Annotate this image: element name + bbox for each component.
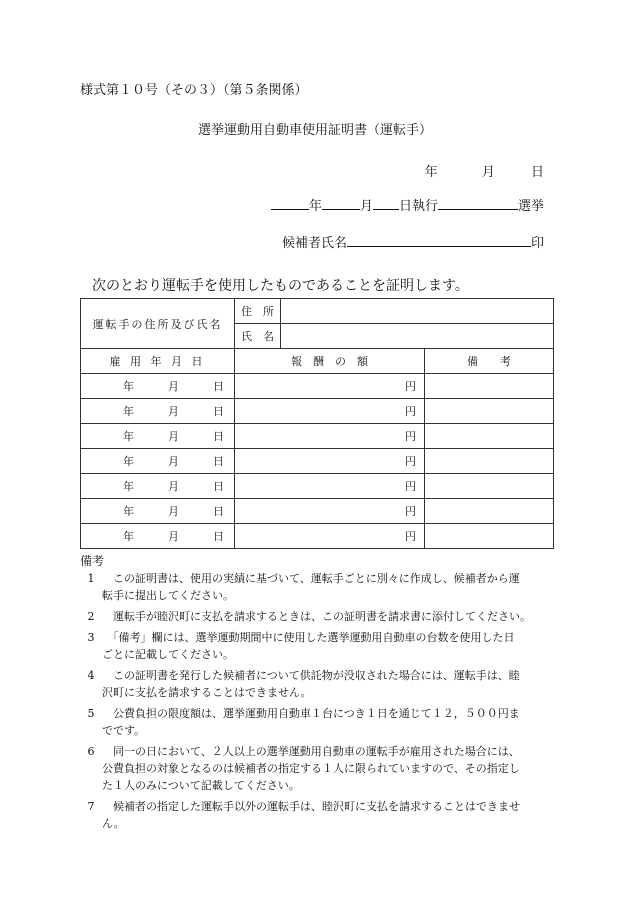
driver-label: 運転手の住所及び氏名 <box>81 299 235 349</box>
note-text: 候補者の指定した運転手以外の運転手は、睦沢町に支払を請求することはできませ ん。 <box>102 800 520 830</box>
note-text: 運転手が睦沢町に支払を請求するときは、この証明書を請求書に添付してください。 <box>102 610 531 623</box>
note-text: 同一の日において、２人以上の選挙運動用自動車の運転手が雇用された場合には、 公費負担の対象となるのは候補者の指定する１人に限られていますので、その指定し た１人のみについて記載してください。 <box>102 745 520 792</box>
table-row <box>81 399 554 424</box>
table-row <box>81 374 554 399</box>
note-number: 1 <box>87 572 95 585</box>
notes-title: 備考 <box>80 554 105 568</box>
employment-date-cell[interactable] <box>81 374 235 399</box>
table-row <box>81 499 554 524</box>
remuneration-cell[interactable] <box>235 449 425 474</box>
employment-date-header: 雇 用 年 月 日 <box>81 349 235 374</box>
note-item <box>80 705 550 739</box>
table-header-row <box>81 349 554 374</box>
yen-label: 円 <box>405 455 416 468</box>
candidate-line <box>282 232 544 251</box>
remarks-cell[interactable] <box>425 399 554 424</box>
usage-rows <box>81 374 554 549</box>
form-number: 様式第１０号（その３）（第５条関係） <box>80 83 308 98</box>
row-day-label: 日 <box>213 480 224 493</box>
row-month-label: 月 <box>168 430 179 443</box>
note-item <box>80 667 550 701</box>
row-year-label: 年 <box>123 380 134 393</box>
election-year-blank[interactable] <box>271 195 309 210</box>
note-item <box>80 743 550 794</box>
election-day-blank[interactable] <box>373 195 399 210</box>
table-row <box>81 474 554 499</box>
election-label: 選挙 <box>517 199 544 214</box>
remarks-cell[interactable] <box>425 449 554 474</box>
row-month-label: 月 <box>168 480 179 493</box>
remuneration-cell[interactable] <box>235 399 425 424</box>
row-year-label: 年 <box>123 505 134 518</box>
address-label: 住 所 <box>235 299 281 324</box>
table-row <box>81 524 554 549</box>
row-month-label: 月 <box>168 505 179 518</box>
employment-date-cell[interactable] <box>81 449 235 474</box>
remuneration-cell[interactable] <box>235 474 425 499</box>
usage-table <box>80 298 554 549</box>
note-text: 「備考」欄には、選挙運動期間中に使用した選挙運動用自動車の台数を使用した日 ごとに記載してください。 <box>102 631 515 661</box>
note-text: この証明書は、使用の実績に基づいて、運転手ごとに別々に作成し、候補者から運 転手に提出してください。 <box>102 572 520 602</box>
row-day-label: 日 <box>213 405 224 418</box>
row-month-label: 月 <box>168 455 179 468</box>
note-item <box>80 570 550 604</box>
row-month-label: 月 <box>168 380 179 393</box>
note-number: 5 <box>87 707 95 720</box>
note-text: この証明書を発行した候補者について供託物が没収された場合には、運転手は、睦 沢町に支払を請求することはできません。 <box>102 669 520 699</box>
issue-year-label: 年 <box>424 165 438 180</box>
remarks-cell[interactable] <box>425 499 554 524</box>
employment-date-cell[interactable] <box>81 424 235 449</box>
address-field[interactable] <box>281 299 554 324</box>
table-row <box>81 449 554 474</box>
note-item <box>80 629 550 663</box>
employment-date-cell[interactable] <box>81 399 235 424</box>
seal-label: 印 <box>530 236 544 251</box>
remuneration-cell[interactable] <box>235 424 425 449</box>
issue-month-label: 月 <box>481 165 495 180</box>
issue-date-line <box>425 161 544 180</box>
candidate-name-blank[interactable] <box>347 232 531 247</box>
remarks-cell[interactable] <box>425 374 554 399</box>
employment-date-cell[interactable] <box>81 474 235 499</box>
note-number: 7 <box>87 800 95 813</box>
row-day-label: 日 <box>213 455 224 468</box>
election-month-label: 月 <box>359 199 373 214</box>
remuneration-cell[interactable] <box>235 374 425 399</box>
yen-label: 円 <box>405 430 416 443</box>
remarks-header: 備 考 <box>425 349 554 374</box>
yen-label: 円 <box>405 380 416 393</box>
yen-label: 円 <box>405 480 416 493</box>
note-number: 4 <box>87 669 95 682</box>
yen-label: 円 <box>405 505 416 518</box>
note-number: 2 <box>87 610 95 623</box>
note-text: 公費負担の限度額は、選挙運動用自動車１台につき１日を通じて１２，５００円ま でです。 <box>102 707 520 737</box>
yen-label: 円 <box>405 530 416 543</box>
note-number: 3 <box>87 631 95 644</box>
candidate-name-label: 候補者氏名 <box>281 236 347 251</box>
remuneration-header: 報 酬 の 額 <box>235 349 425 374</box>
remuneration-cell[interactable] <box>235 524 425 549</box>
row-year-label: 年 <box>123 480 134 493</box>
document-title: 選挙運動用自動車使用証明書（運転手） <box>197 123 432 138</box>
notes-list <box>80 570 550 836</box>
election-name-blank[interactable] <box>438 195 518 210</box>
election-year-label: 年 <box>308 199 322 214</box>
table-row <box>81 424 554 449</box>
row-month-label: 月 <box>168 530 179 543</box>
row-year-label: 年 <box>123 405 134 418</box>
note-item <box>80 798 550 832</box>
name-field[interactable] <box>281 324 554 349</box>
intro-text: 次のとおり運転手を使用したものであることを証明します。 <box>92 278 469 294</box>
row-day-label: 日 <box>213 380 224 393</box>
remuneration-cell[interactable] <box>235 499 425 524</box>
election-month-blank[interactable] <box>322 195 360 210</box>
row-month-label: 月 <box>168 405 179 418</box>
row-day-label: 日 <box>213 430 224 443</box>
driver-address-row <box>81 299 554 324</box>
row-day-label: 日 <box>213 530 224 543</box>
name-label: 氏 名 <box>235 324 281 349</box>
employment-date-cell[interactable] <box>81 499 235 524</box>
election-day-label: 日執行 <box>398 199 438 214</box>
remarks-cell[interactable] <box>425 474 554 499</box>
remarks-cell[interactable] <box>425 424 554 449</box>
election-line <box>271 195 544 214</box>
remarks-cell[interactable] <box>425 524 554 549</box>
row-year-label: 年 <box>123 455 134 468</box>
note-number: 6 <box>87 745 95 758</box>
employment-date-cell[interactable] <box>81 524 235 549</box>
note-item <box>80 608 550 625</box>
yen-label: 円 <box>405 405 416 418</box>
row-year-label: 年 <box>123 430 134 443</box>
row-day-label: 日 <box>213 505 224 518</box>
issue-day-label: 日 <box>530 165 544 180</box>
row-year-label: 年 <box>123 530 134 543</box>
